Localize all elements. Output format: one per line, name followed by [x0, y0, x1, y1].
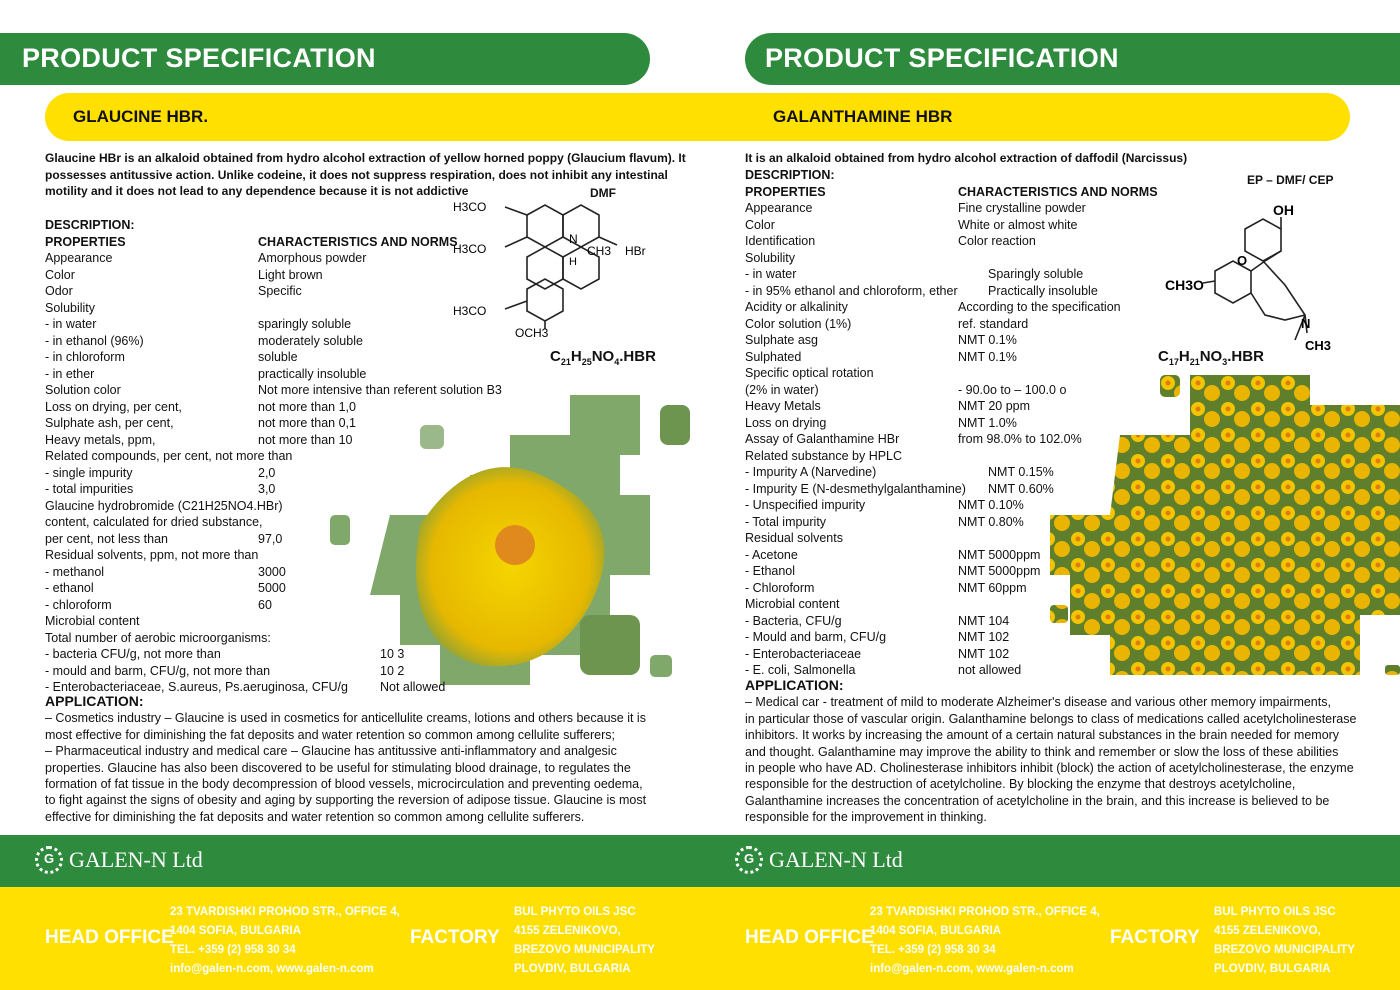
spec-value: not more than 0,1	[258, 416, 356, 430]
spec-property: Color	[45, 267, 75, 282]
application-line: Galanthamine increases the concentration of acetylcholine in the brain, and this increase is believed to be	[745, 793, 1330, 808]
phone-line: TEL. +359 (2) 958 30 34	[870, 944, 996, 956]
address-line: BUL PHYTO OILS JSC	[1214, 906, 1336, 918]
spec-value: NMT 60ppm	[958, 580, 1027, 595]
application-title: APPLICATION:	[45, 693, 144, 709]
spec-property: Solubility	[745, 250, 796, 265]
spec-property: Microbial content	[45, 614, 140, 628]
spec-property: Specific optical rotation	[745, 366, 874, 380]
spec-value: 3,0	[258, 482, 276, 496]
spec-property: Glaucine hydrobromide (C21H25NO4.HBr)	[45, 498, 283, 513]
spec-property: Color	[745, 217, 775, 232]
application-line: effective for diminishing the fat deposits and water retention so common among cellulite sufferers.	[45, 809, 585, 824]
spec-value: NMT 1.0%	[958, 415, 1017, 430]
spec-property: Heavy Metals	[745, 399, 821, 413]
spec-value: 10 3	[380, 647, 405, 661]
product-name: GALANTHAMINE HBR	[773, 107, 953, 126]
molecular-formula: $C_{17}H_{21}NO_3.HBR$	[1158, 348, 1264, 367]
head-office-label: HEAD OFFICE	[45, 927, 174, 948]
application-text	[45, 710, 685, 825]
address-line: 4155 ZELENIKOVO,	[1214, 925, 1321, 937]
spec-value: Light brown	[258, 267, 323, 282]
address-line: 23 TVARDISHKI PROHOD STR., OFFICE 4,	[170, 906, 400, 918]
spec-property: Residual solvents, ppm, not more than	[45, 548, 259, 562]
address-line: BUL PHYTO OILS JSC	[514, 906, 636, 918]
application-line: – Cosmetics industry – Glaucine is used in cosmetics for anticellulite creams, lotions and others because it is	[45, 711, 646, 726]
glaucine-structure	[445, 195, 675, 345]
spec-value: White or almost white	[958, 217, 1078, 232]
application-line: responsible for the improvement in thinking.	[745, 810, 987, 825]
spec-value: NMT 0.10%	[958, 498, 1024, 512]
spec-value: Color reaction	[958, 234, 1036, 248]
application-line: most effective for diminishing the fat deposits and water retention so common among cellulite sufferers;	[45, 727, 615, 742]
spec-property: - Impurity A (Narvedine)	[745, 465, 877, 479]
product-intro: Glaucine HBr is an alkaloid obtained from hydro alcohol extraction of yellow horned poppy (Glaucium flavum). It possesses antitussive action. Unlike codeine, it does not suppress respiration, does not inhibit any intestinal motility and it does not lead to any dependence because it is not addictive	[45, 151, 686, 198]
spec-property: - methanol	[45, 564, 105, 579]
application-line: formation of fat tissue in the body decompression of blood vessels, microcirculation and preventing oedema,	[45, 777, 643, 792]
spec-property: DESCRIPTION:	[45, 218, 135, 232]
address-line: 1404 SOFIA, BULGARIA	[870, 925, 1001, 937]
mol-label: H3CO	[453, 200, 487, 214]
spec-property: Acidity or alkalinity	[745, 300, 848, 314]
spec-value: Fine crystalline powder	[958, 201, 1086, 215]
spec-value: NMT 0.1%	[958, 333, 1017, 347]
spec-property: - Unspecified impurity	[745, 498, 866, 512]
application-line: in particular those of vascular origin. Galanthamine belongs to class of medications called acetylcholinesterase	[745, 711, 1357, 726]
application-line: and thought. Galanthamine may improve the ability to think and remember or slow the loss of these abilities	[745, 744, 1339, 759]
spec-property: - E. coli, Salmonella	[745, 663, 856, 677]
spec-value: NMT 0.1%	[958, 349, 1017, 364]
spec-value: Practically insoluble	[988, 283, 1098, 298]
spec-property: Sulphate ash, per cent,	[45, 416, 174, 430]
mol-label: OCH3	[515, 326, 549, 340]
application-line: responsible for the destruction of acetylcholine. By blocking the enzyme that destroys acetylcholine,	[745, 777, 1296, 792]
spec-value: NMT 5000ppm	[958, 564, 1041, 578]
spec-property: - Bacteria, CFU/g	[745, 613, 842, 628]
spec-property: - single impurity	[45, 465, 133, 480]
daffodil-photo	[1010, 375, 1400, 675]
address-line: 1404 SOFIA, BULGARIA	[170, 925, 301, 937]
spec-property: - Total impurity	[745, 514, 827, 529]
company-name: GALEN-N Ltd	[69, 847, 203, 872]
spec-property: content, calculated for dried substance,	[45, 515, 263, 529]
application-line: – Pharmaceutical industry and medical care – Glaucine has antitussive anti-inflammatory and analgesic	[45, 744, 617, 759]
spec-value: 97,0	[258, 531, 283, 546]
phone-line: TEL. +359 (2) 958 30 34	[170, 944, 296, 956]
factory-label: FACTORY	[1110, 927, 1200, 948]
spec-value: Sparingly soluble	[988, 267, 1084, 281]
spec-value: Not allowed	[380, 680, 446, 694]
application-section	[45, 693, 685, 825]
spec-property: Related substance by HPLC	[745, 448, 903, 463]
spec-property: Total number of aerobic microorganisms:	[45, 630, 271, 645]
mol-label: CH3	[1305, 338, 1332, 353]
product-intro: It is an alkaloid obtained from hydro alcohol extraction of daffodil (Narcissus)	[745, 151, 1188, 165]
mol-label: O	[1237, 253, 1248, 268]
spec-value: sparingly soluble	[258, 317, 352, 331]
application-text	[745, 694, 1395, 825]
address-line: 4155 ZELENIKOVO,	[514, 925, 621, 937]
spec-property: Identification	[745, 234, 816, 248]
spec-property: Assay of Galanthamine HBr	[745, 432, 900, 446]
spec-property: - in chloroform	[45, 350, 125, 364]
spec-value: not more than 1,0	[258, 399, 356, 414]
address-line: BREZOVO MUNICIPALITY	[1214, 944, 1355, 956]
spec-property: - ethanol	[45, 581, 94, 595]
address-line: BREZOVO MUNICIPALITY	[514, 944, 655, 956]
spec-property: - Impurity E (N-desmethylgalanthamine)	[745, 481, 966, 496]
spec-value: not allowed	[958, 663, 1022, 677]
spec-value: Not more intensive than referent solution B3	[258, 383, 502, 397]
company-logo	[35, 846, 203, 874]
spec-property: - in water	[45, 317, 97, 331]
mol-label: CH3	[587, 244, 612, 258]
spec-property: Sulphated	[745, 349, 802, 364]
spec-value: NMT 0.80%	[958, 514, 1024, 529]
spec-value: 3000	[258, 564, 286, 579]
spec-property: - Enterobacteriaceae	[745, 646, 862, 661]
company-name: GALEN-N Ltd	[769, 847, 903, 872]
product-bar	[700, 93, 1350, 141]
spec-value: NMT 0.15%	[988, 465, 1054, 479]
head-office-label: HEAD OFFICE	[745, 927, 874, 948]
spec-value: Specific	[258, 284, 302, 298]
head-office-address	[870, 903, 1100, 979]
spec-property: - total impurities	[45, 482, 134, 496]
spec-value: 5000	[258, 581, 286, 595]
spec-property: DESCRIPTION:	[745, 168, 835, 182]
spec-value: Amorphous powder	[258, 251, 367, 265]
mol-label: HBr	[625, 244, 646, 258]
address-line: 23 TVARDISHKI PROHOD STR., OFFICE 4,	[870, 906, 1100, 918]
spec-property: per cent, not less than	[45, 531, 168, 546]
spec-property: Color solution (1%)	[745, 316, 852, 331]
address-line: PLOVDIV, BULGARIA	[514, 963, 631, 975]
spec-property: - in ether	[45, 366, 95, 381]
spec-property: Solubility	[45, 300, 96, 315]
product-bar	[45, 93, 700, 141]
spec-property: Residual solvents	[745, 531, 843, 545]
spec-property: - Ethanol	[745, 564, 796, 578]
web-line[interactable]: info@galen-n.com, www.galen-n.com	[870, 963, 1074, 975]
application-line: inhibitors. It works by increasing the amount of a certain natural substances in the brain needed for memory	[745, 728, 1340, 743]
spec-value: - 90.0o to – 100.0 o	[958, 382, 1067, 397]
spec-property: Microbial content	[745, 597, 840, 611]
spec-property: - Mould and barm, CFU/g	[745, 630, 887, 644]
spec-property: Related compounds, per cent, not more than	[45, 449, 293, 463]
mol-label: H3CO	[453, 304, 487, 318]
spec-property: PROPERTIES	[45, 234, 126, 249]
spec-value: practically insoluble	[258, 366, 367, 381]
mol-label: H	[569, 256, 577, 268]
spec-property: Loss on drying, per cent,	[45, 399, 182, 414]
spec-value: NMT 5000ppm	[958, 547, 1041, 562]
page-title: PRODUCT SPECIFICATION	[22, 43, 376, 73]
application-line: in people who have AD. Cholinesterase inhibitors inhibit (block) the action of acetylcholinesterase, the enzyme	[745, 761, 1354, 776]
spec-property: - in ethanol (96%)	[45, 333, 144, 348]
spec-value: CHARACTERISTICS AND NORMS	[958, 184, 1158, 199]
head-office-address	[170, 903, 400, 979]
spec-property: PROPERTIES	[745, 184, 826, 199]
spec-value: According to the specification	[958, 300, 1121, 314]
company-logo	[735, 846, 903, 874]
spec-property: Odor	[45, 284, 73, 298]
spec-property: Loss on drying	[745, 415, 827, 430]
mol-label: H3CO	[453, 242, 487, 256]
spec-value: NMT 102	[958, 646, 1010, 661]
spec-property: - Chloroform	[745, 580, 815, 595]
mol-label: N	[1301, 316, 1311, 331]
application-line: – Medical car - treatment of mild to moderate Alzheimer's disease and various other memory impairments,	[745, 695, 1331, 710]
application-line: properties. Glaucine has also been discovered to be useful for stimulating blood drainage, to regulates the	[45, 760, 631, 775]
spec-value: 60	[258, 597, 272, 612]
spec-property: Sulphate asg	[745, 333, 818, 347]
mol-label: OH	[1273, 202, 1294, 218]
spec-property: Appearance	[45, 251, 113, 265]
factory-address	[514, 903, 655, 979]
spec-property: - Acetone	[745, 547, 798, 562]
mol-label: N	[569, 232, 578, 246]
header-bar	[0, 33, 650, 85]
dmf-tag: DMF	[590, 186, 616, 200]
spec-value: from 98.0% to 102.0%	[958, 432, 1082, 446]
spec-property: (2% in water)	[745, 382, 819, 397]
spec-value: moderately soluble	[258, 333, 363, 348]
mol-label: CH3O	[1165, 277, 1204, 293]
spec-property: Appearance	[745, 201, 813, 215]
product-name: GLAUCINE HBR.	[73, 107, 209, 126]
certification-tag: EP – DMF/ CEP	[1247, 173, 1334, 187]
spec-property: Solution color	[45, 383, 121, 397]
address-line: PLOVDIV, BULGARIA	[1214, 963, 1331, 975]
spec-value: CHARACTERISTICS AND NORMS	[258, 234, 458, 249]
spec-property: - Enterobacteriaceae, S.aureus, Ps.aeruginosa, CFU/g	[45, 680, 348, 694]
spec-value: NMT 102	[958, 630, 1010, 644]
header-bar	[745, 33, 1400, 85]
spec-value: 10 2	[380, 663, 405, 678]
spec-value: NMT 104	[958, 613, 1010, 628]
application-section	[745, 677, 1395, 826]
spec-value: ref. standard	[958, 316, 1029, 331]
application-title: APPLICATION:	[745, 677, 844, 693]
spec-property: - in water	[745, 267, 797, 281]
logo-icon	[35, 846, 63, 874]
spec-value: soluble	[258, 350, 298, 364]
factory-label: FACTORY	[410, 927, 500, 948]
web-line[interactable]: info@galen-n.com, www.galen-n.com	[170, 963, 374, 975]
spec-property: Heavy metals, ppm,	[45, 432, 156, 447]
spec-property: - in 95% ethanol and chloroform, ether	[745, 283, 958, 298]
page-title: PRODUCT SPECIFICATION	[765, 43, 1119, 73]
spec-property: - bacteria CFU/g, not more than	[45, 647, 221, 661]
spec-property: - mould and barm, CFU/g, not more than	[45, 663, 271, 678]
application-line: to fight against the signs of obesity and aging by supporting the reversion of adipose tissue. Glaucine is most	[45, 793, 647, 808]
spec-value: NMT 0.60%	[988, 481, 1054, 496]
spec-property: - chloroform	[45, 597, 112, 612]
molecular-formula: $C_{21}H_{25}NO_4.HBR$	[550, 348, 656, 367]
logo-icon	[735, 846, 763, 874]
factory-address	[1214, 903, 1355, 979]
spec-value: 2,0	[258, 465, 276, 480]
spec-value: NMT 20 ppm	[958, 399, 1031, 413]
spec-value: not more than 10	[258, 432, 353, 447]
galanthamine-structure	[1165, 195, 1345, 355]
